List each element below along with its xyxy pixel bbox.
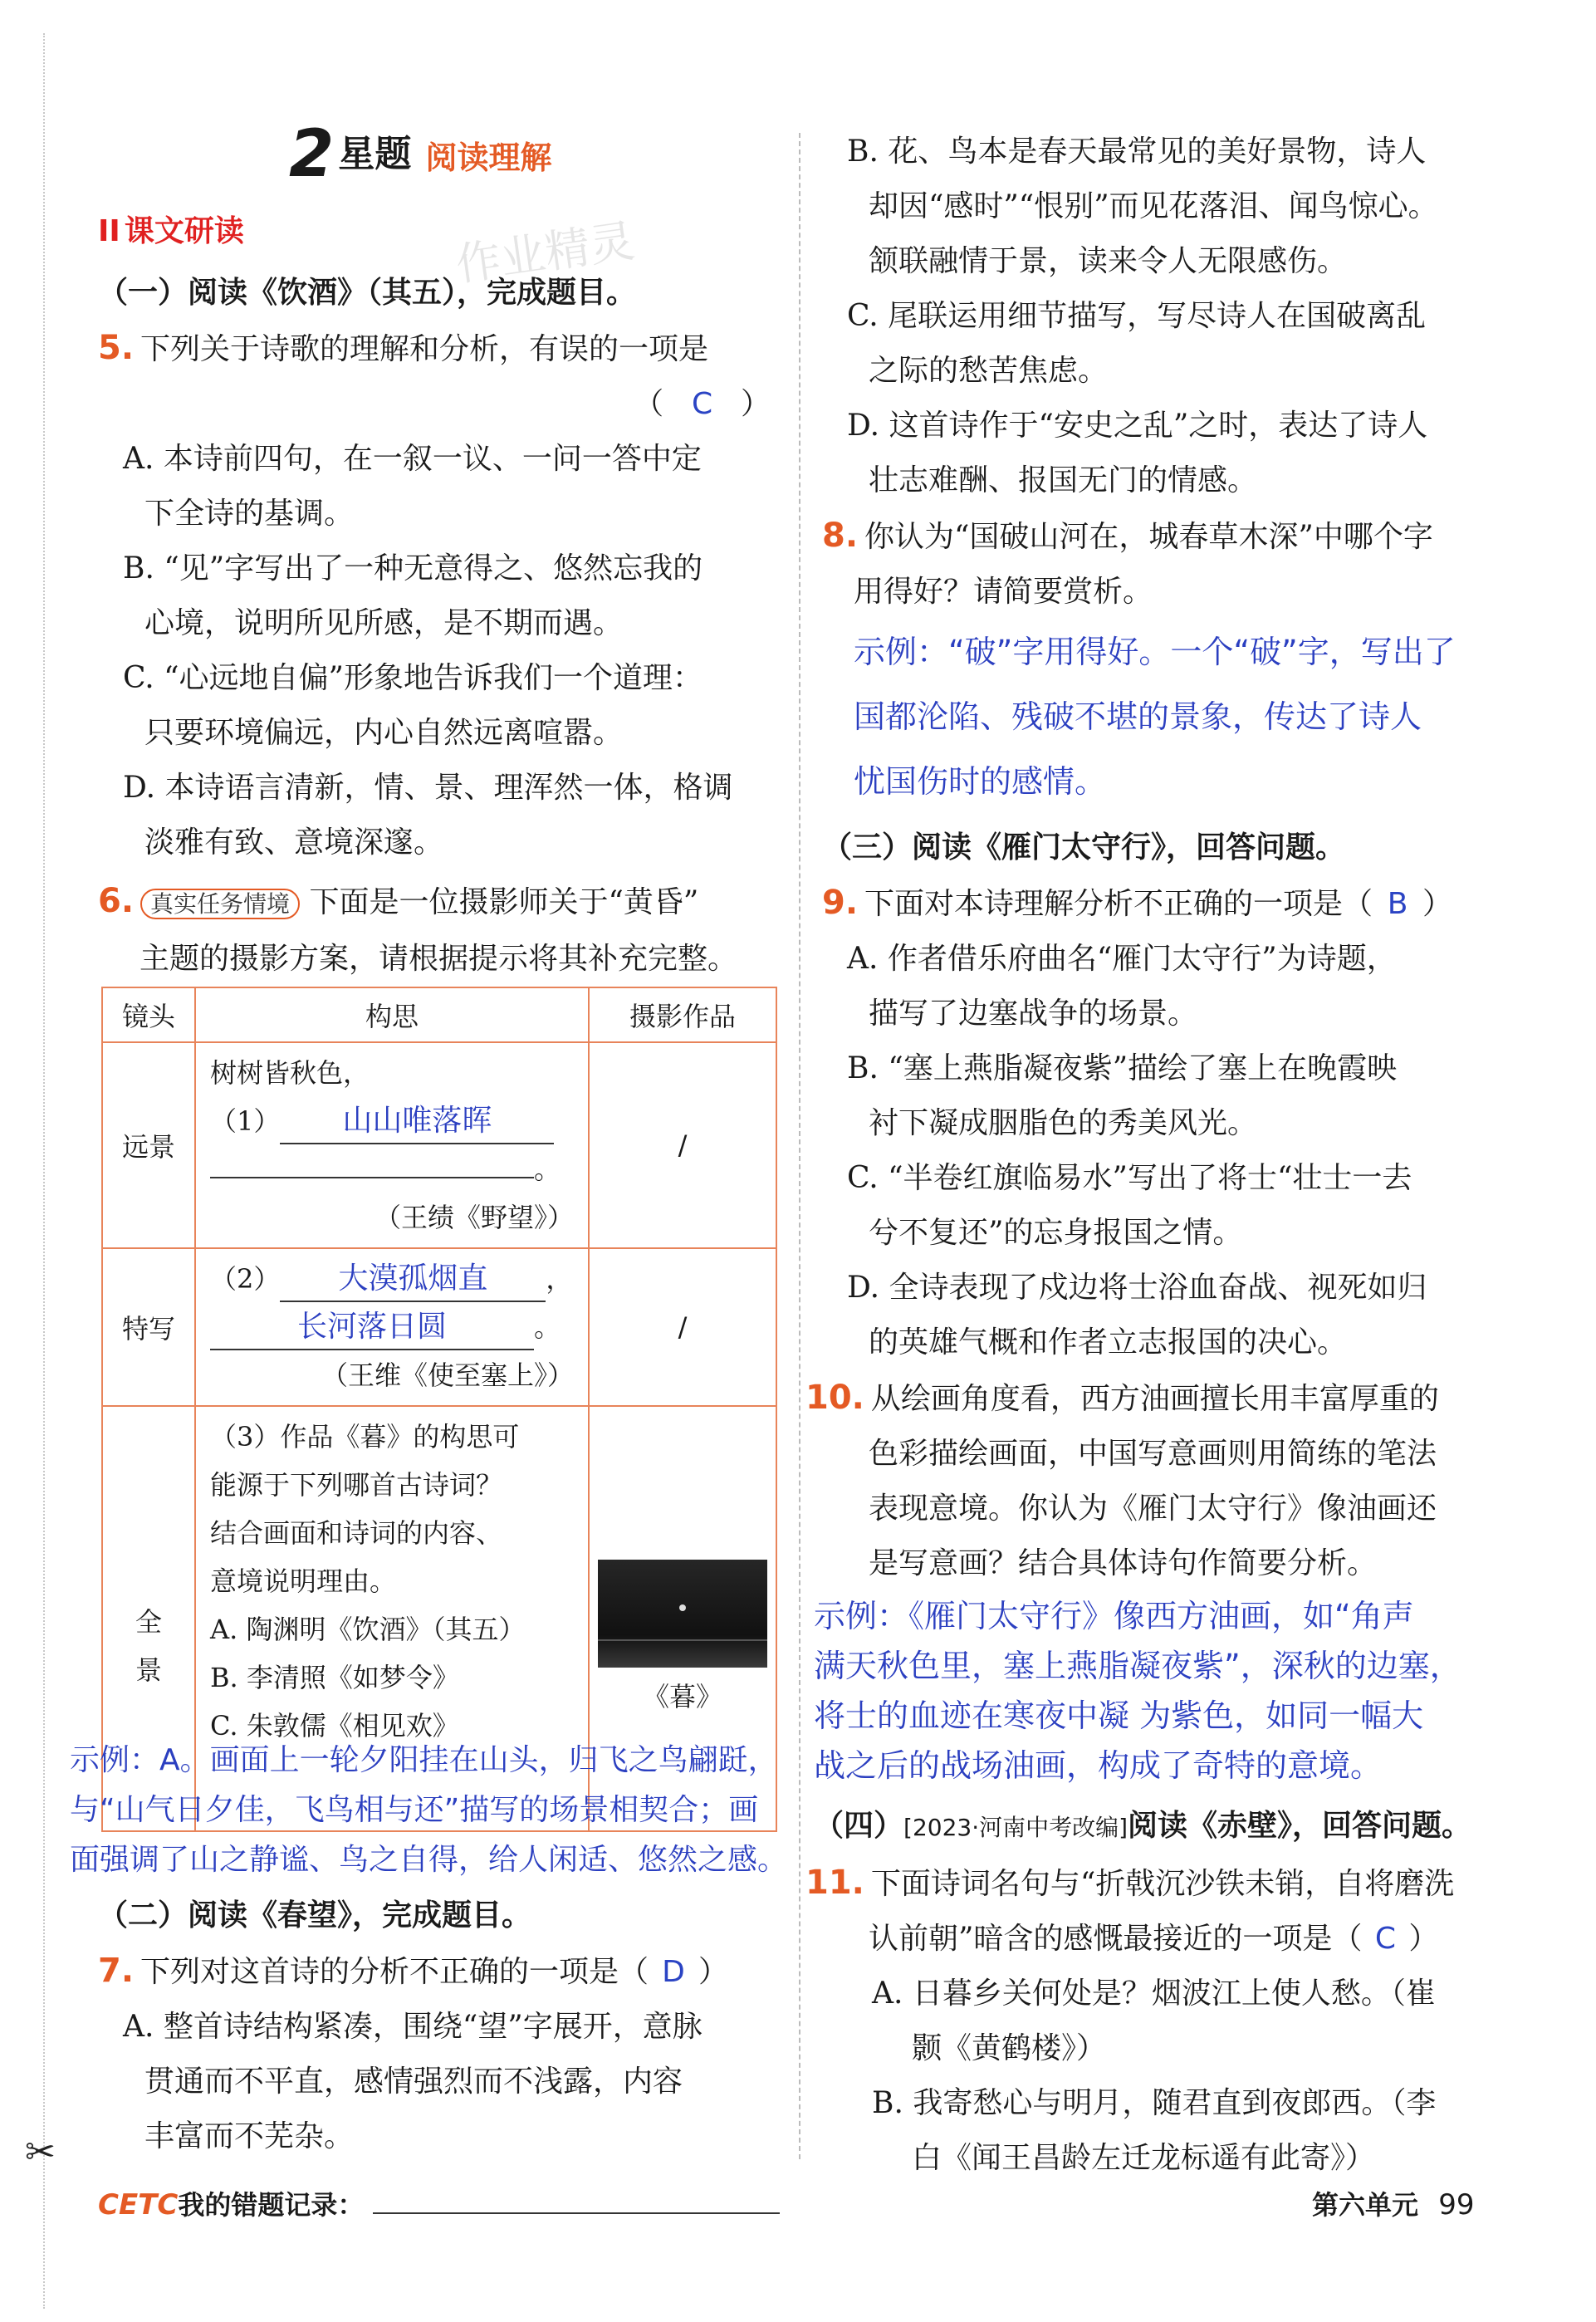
- q10-stem: 10. 从绘画角度看，西方油画擅长用丰富厚重的: [805, 1379, 1439, 1417]
- mistakes-line[interactable]: [373, 2189, 780, 2214]
- right-column: B. 花、鸟本是春天最常见的美好景物，诗人 却因“感时”“恨别”而见花落泪、闻鸟惊心。 颔联融情于景，读来令人无限感伤。 C. 尾联运用细节描写，写尽诗人在国破离乱 之际的愁苦焦虑。 D. 这首诗作于“安史之乱”之时，表达了诗人 壮志难酬、报国无门的情感。 8. 你认为“国破山河在，城春草木深”中哪个字 用得好？请简要赏析。 示例：“破”字用得好。一个“破”字，写出了 国都沦陷、残破不堪的景象，传达了诗人 忧国伤时的感情。 （三）阅读《雁门太守行》，回答问题。 9. 下面对本诗理解分析不正确的一项是（ B ） A. 作者借乐府曲名“雁门太守行”为诗题， 描写了边塞战争的场景。 B. “塞上燕脂凝夜紫”描绘了塞上在晚霞映 衬下凝成胭脂色的秀美风光。 C. “半卷红旗临易水”写出了将士“壮士一去 兮不复还”的忘身报国之情。 D. 全诗表现了戍边将士浴血奋战、视死如归 的英雄气概和作者立志报国的决心。 10. 从绘画角度看，西方油画擅长用丰富厚重的 色彩描绘画面，中国写意画则用简练的笔法 表现意境。你认为《雁门太守行》像油画还 是写意画？结合具体诗句作简要分析。 示例：《雁门太守行》像西方油画，如“角声 满天秋色里，塞上燕脂凝夜紫”，深秋的边塞， 将士的血迹在寒夜中凝 为紫色，如同一幅大 战之后的战场油画，构成了奇特的意境。 （四）[2023·河南中考改编]阅读《赤壁》，回答问题。 11. 下面诗词名句与“折戟沉沙铁未销，自将磨洗 认前朝”暗含的感慨最接近的一项是（ C ） A. 日暮乡关何处是？烟波江上使人愁。（崔 颢《黄鹤楼》） B. 我寄愁心与明月，随君直到夜郎西。（李 白《闻王昌龄左迁龙标遥有此寄》）: [822, 125, 1553, 2186]
- margin-cut-line: [43, 33, 45, 2309]
- q5-answer-paren: （ C ）: [98, 377, 787, 432]
- badge-number: 2: [289, 117, 335, 192]
- mistakes-label: 我的错题记录：: [178, 2189, 365, 2221]
- q8-answer: 示例：“破”字用得好。一个“破”字，写出了 国都沦陷、残破不堪的景象，传达了诗人 忧国伤时的感情。: [854, 634, 1456, 800]
- part4-title: （四）[2023·河南中考改编]阅读《赤壁》，回答问题。: [814, 1809, 1472, 1843]
- left-column-lower: （二）阅读《春望》，完成题目。 7. 下列对这首诗的分析不正确的一项是（ D ） A. 整首诗结构紧凑，围绕“望”字展开，意脉 贯通而不平直，感情强烈而不浅露，内容 丰富而不芜杂。: [98, 1888, 787, 2164]
- q6-number: 6.: [98, 882, 135, 920]
- q11-number: 11.: [805, 1864, 864, 1902]
- part3-title: （三）阅读《雁门太守行》，回答问题。: [822, 830, 1346, 865]
- star-badge: [289, 117, 552, 192]
- q9-number: 9.: [822, 884, 859, 922]
- page-number: 99: [1438, 2188, 1475, 2222]
- scissors-icon: ✂: [25, 2131, 56, 2173]
- q9-answer: B: [1387, 887, 1408, 921]
- row-far-shot: 远景: [102, 1042, 195, 1248]
- q9-option-a: A. 作者借乐府曲名“雁门太守行”为诗题，: [847, 942, 1397, 976]
- setting-sun: [679, 1604, 686, 1611]
- exam-source: [2023·河南中考改编]: [903, 1814, 1128, 1841]
- q5-option-d: D. 本诗语言清新，情、景、理浑然一体，格调: [123, 771, 733, 805]
- q5-stem: 5. 下列关于诗歌的理解和分析，有误的一项是: [98, 329, 709, 367]
- q7-stem: 7. 下列对这首诗的分析不正确的一项是（ D ）: [98, 1943, 787, 2000]
- footer-unit: [1312, 2184, 1474, 2222]
- dusk-photo: [598, 1560, 767, 1668]
- q7-number: 7.: [98, 1952, 135, 1990]
- q7-option-b: B. 花、鸟本是春天最常见的美好景物，诗人: [847, 135, 1427, 169]
- table-header-concept: 构思: [195, 987, 589, 1042]
- part2-title: （二）阅读《春望》，完成题目。: [98, 1898, 532, 1933]
- q5-answer: C: [691, 387, 713, 421]
- row-close-up: 特写: [102, 1248, 195, 1406]
- brand-logo: CETC: [98, 2188, 179, 2222]
- q7-option-d: D. 这首诗作于“安史之乱”之时，表达了诗人: [847, 409, 1428, 443]
- answer-blank-1[interactable]: 山山唯落晖: [280, 1100, 554, 1144]
- section-title: 课文研读: [124, 214, 244, 248]
- subject-title: 阅读理解: [425, 139, 552, 176]
- section-mark: II: [98, 214, 120, 248]
- q7-answer: D: [662, 1955, 685, 1989]
- badge-text: 星题: [338, 133, 412, 175]
- q11-answer: C: [1374, 1922, 1396, 1956]
- section-heading: [98, 208, 244, 250]
- q9-stem: 9. 下面对本诗理解分析不正确的一项是（ B ）: [822, 875, 1553, 932]
- q5-option-a: A. 本诗前四句，在一叙一议、一问一答中定: [123, 442, 702, 476]
- q8-stem: 8. 你认为“国破山河在，城春草木深”中哪个字: [822, 517, 1433, 555]
- q11-option-a: A. 日暮乡关何处是？烟波江上使人愁。（崔: [872, 1977, 1436, 2011]
- q10-number: 10.: [805, 1379, 864, 1417]
- q5-option-c: C. “心远地自偏”形象地告诉我们一个道理：: [123, 661, 703, 695]
- table-header-work: 摄影作品: [589, 987, 776, 1042]
- task-tag: 真实任务情境: [140, 889, 300, 919]
- footer-mistakes: [98, 2184, 780, 2222]
- answer-blank-2[interactable]: 大漠孤烟直: [280, 1257, 546, 1302]
- horizon: [598, 1639, 767, 1641]
- q5-number: 5.: [98, 329, 135, 367]
- q7-option-a: A. 整首诗结构紧凑，围绕“望”字展开，意脉: [123, 2010, 703, 2044]
- part1-title: （一）阅读《饮酒》（其五），完成题目。: [98, 276, 637, 310]
- q8-number: 8.: [822, 517, 859, 555]
- q9-option-b: B. “塞上燕脂凝夜紫”描绘了塞上在晚霞映: [847, 1051, 1398, 1085]
- answer-blank-3[interactable]: 长河落日圆: [210, 1306, 534, 1350]
- watermark: 作业精灵: [453, 214, 638, 291]
- q5-option-b: B. “见”字写出了一种无意得之、悠然忘我的: [123, 551, 703, 585]
- q6-stem: 6. 真实任务情境 下面是一位摄影师关于“黄昏”: [98, 882, 699, 920]
- column-divider: [799, 133, 800, 2159]
- table-header-lens: 镜头: [102, 987, 195, 1042]
- q9-option-c: C. “半卷红旗临易水”写出了将士“壮士一去: [847, 1161, 1412, 1195]
- q6-answer: 示例：A。画面上一轮夕阳挂在山头，归飞之鸟翩跹， 与“山气日夕佳，飞鸟相与还”描写的场景相契合；画 面强调了山之静谧、鸟之自得，给人闲适、悠然之感。: [70, 1743, 788, 1877]
- photo-caption: 《暮》: [642, 1681, 722, 1712]
- q11-option-b: B. 我寄愁心与明月，随君直到夜郎西。（李: [872, 2086, 1437, 2120]
- q7-option-c: C. 尾联运用细节描写，写尽诗人在国破离乱: [847, 299, 1427, 333]
- row-full-shot: 全 景: [102, 1406, 195, 1831]
- q11-stem: 11. 下面诗词名句与“折戟沉沙铁未销，自将磨洗: [805, 1864, 1455, 1902]
- left-column: （一）阅读《饮酒》（其五），完成题目。 5. 下列关于诗歌的理解和分析，有误的一项是 （ C ） A. 本诗前四句，在一叙一议、一问一答中定 下全诗的基调。 B. “见”字写出了一种无意得之、悠然忘我的 心境，说明所见所感，是不期而遇。 C. “心远地自偏”形象地告诉我们一个道理： 只要环境偏远，内心自然远离喧嚣。 D. 本诗语言清新，情、景、理浑然一体，格调 淡雅有致、意境深邃。 6. 真实任务情境 下面是一位摄影师关于“黄昏” 主题的摄影方案，请根据提示将其补充完整。: [98, 266, 787, 987]
- unit-label: 第六单元: [1312, 2189, 1419, 2221]
- q9-option-d: D. 全诗表现了戍边将士浴血奋战、视死如归: [847, 1271, 1427, 1305]
- q10-answer: 示例：《雁门太守行》像西方油画，如“角声 满天秋色里，塞上燕脂凝夜紫”，深秋的边塞， 将士的血迹在寒夜中凝 为紫色，如同一幅大 战之后的战场油画，构成了奇特的意境。: [814, 1598, 1461, 1784]
- photo-plan-table: 镜头 构思 摄影作品 远景 树树皆秋色， （1） 山山唯落晖 。 （王绩《野望》） / 特写 （2） 大漠孤烟直 ， 长河落日圆 。 （王维《使至塞上》） / 全 景 （3）作品《暮》的构思可 能源于下列哪首古诗词？ 结合画面和诗词的内容、 意境说明理由。 A. 陶渊明《饮酒》（其五） B. 李清照《如梦令》 C. 朱敦儒《相见欢》 《暮》: [101, 987, 777, 1832]
